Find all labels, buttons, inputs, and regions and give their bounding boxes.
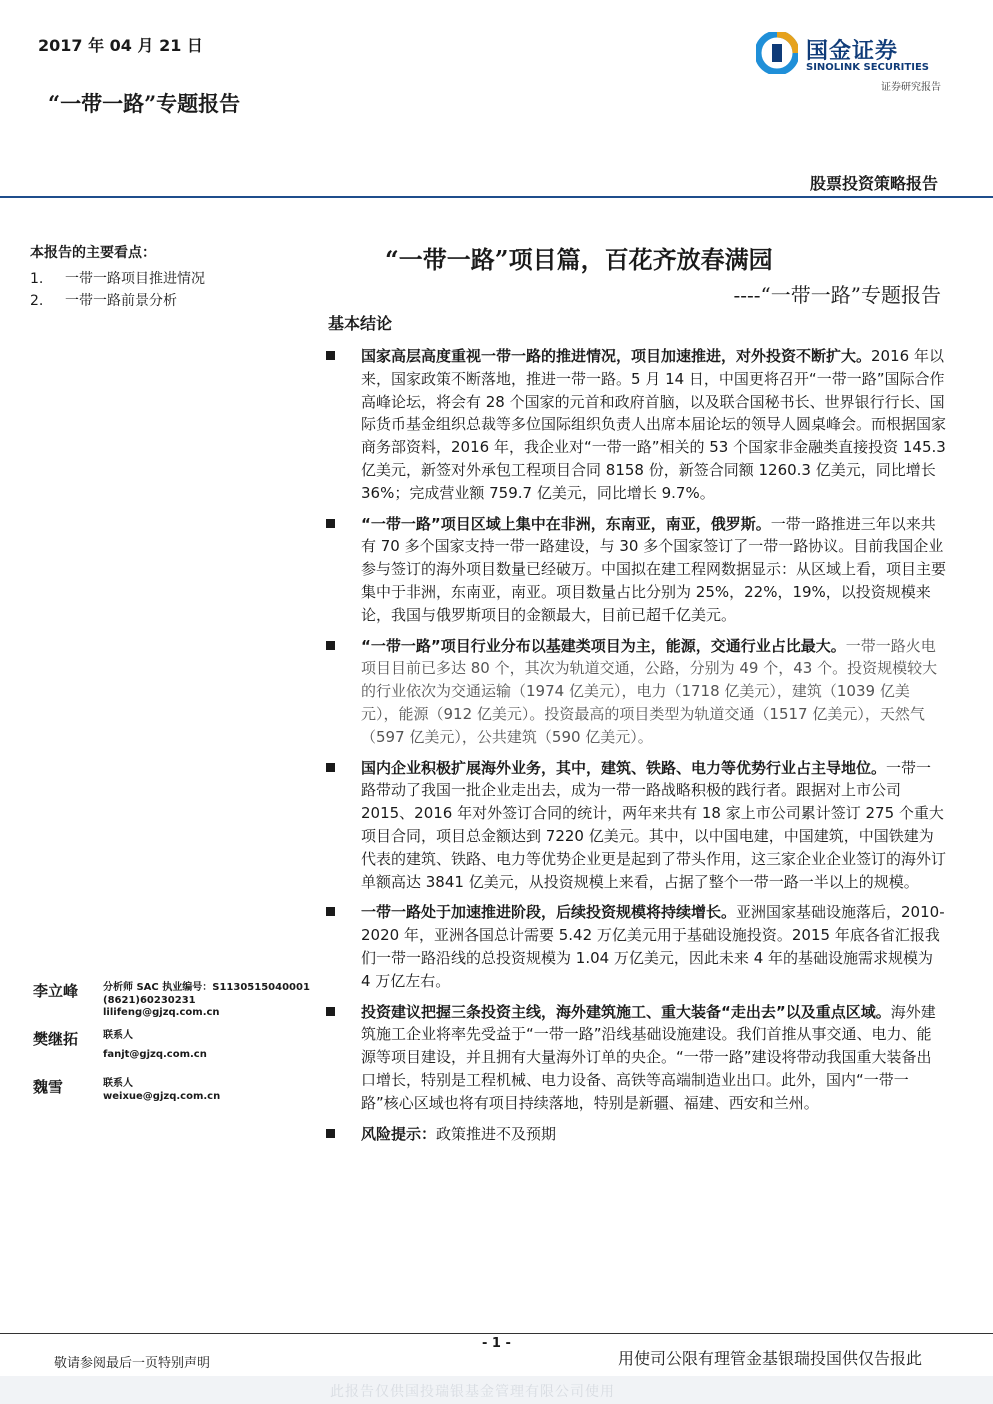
footer-notice: 用使司公限有理管金基银瑞投国供仅告报此 (618, 1349, 923, 1368)
key-points-box (30, 242, 300, 312)
bullet-square-icon (326, 641, 335, 650)
footer-divider (0, 1333, 993, 1334)
analyst-card (33, 1028, 323, 1076)
conclusion-lead: 国家高层高度重视一带一路的推进情况，项目加速推进，对外投资不断扩大。 (361, 347, 872, 365)
bullet-square-icon (326, 907, 335, 916)
series-title: “一带一路”专题报告 (48, 91, 241, 116)
analyst-email[interactable]: lilifeng@gjzq.com.cn (103, 1007, 220, 1018)
page-number: - 1 - (482, 1336, 511, 1351)
analyst-name: 魏雪 (33, 1078, 64, 1096)
conclusion-lead: 一带一路处于加速推进阶段，后续投资规模将持续增长。 (361, 903, 737, 922)
report-type: 股票投资策略报告 (809, 174, 938, 193)
analyst-name: 李立峰 (33, 982, 79, 1000)
conclusion-body: 亚洲国家基础设施落后，2010-2020 年，亚洲各国总计需要 5.42 万亿美元用于基础设施投资。2015 年底各省汇报我们一带一路沿线的总投资规模为 1.04 万亿美元，因此未来 4 年的基础设施需求规模为 4 万亿左右。 (361, 903, 945, 990)
conclusion-lead: 国内企业积极扩展海外业务，其中，建筑、铁路、电力等优势行业占主导地位。 (361, 758, 887, 777)
analyst-name: 樊继拓 (33, 1030, 79, 1048)
key-point-item (30, 268, 300, 290)
key-point-item (30, 290, 300, 312)
conclusion-body: 政策推进不及预期 (436, 1124, 557, 1143)
bullet-square-icon (326, 763, 335, 772)
logo-text-en: SINOLINK SECURITIES (806, 62, 929, 73)
key-points-title: 本报告的主要看点： (30, 245, 156, 261)
key-point-number: 2. (30, 293, 44, 309)
bullet-square-icon (326, 351, 335, 360)
conclusion-item (326, 345, 946, 505)
conclusion-item (326, 635, 946, 749)
conclusion-body: 一带一路火电项目目前已多达 80 个，其次为轨道交通，公路，分别为 49 个，43 个。投资规模较大的行业依次为交通运输（1974 亿美元），电力（1718 亿美元），建筑（1039 亿美元），能源（912 亿美元）。投资最高的项目类型为轨道交通（1517 亿美元），天然气（597 亿美元），公共建筑（590 亿美元）。 (361, 636, 938, 746)
conclusion-body: 一带一路带动了我国一批企业走出去，成为一带一路战略积极的践行者。跟据对上市公司 2015、2016 年对外签订合同的统计，两年来共有 18 家上市公司累计签订 275 个重大项目合同，项目总金额达到 7220 亿美元。其中，以中国电建，中国建筑，中国铁建为代表的建筑、铁路、电力等优势企业更是起到了带头作用，这三家企业企业签订的海外订单额高达 3841 亿美元，从投资规模上来看，占据了整个一带一路一半以上的规模。 (361, 758, 947, 891)
conclusion-item (326, 1123, 946, 1146)
logo-mark-icon (756, 32, 798, 74)
bullet-square-icon (326, 519, 335, 528)
sub-title: ----“一带一路”专题报告 (733, 283, 941, 307)
bullet-square-icon (326, 1129, 335, 1138)
logo-text-cn: 国金证券 (806, 39, 899, 64)
watermark-text: 此报告仅供国投瑞银基金管理有限公司使用 (330, 1384, 615, 1400)
analyst-role: 联系人 (103, 1030, 133, 1041)
footer-disclaimer: 敬请参阅最后一页特别声明 (54, 1356, 211, 1371)
watermark-band (0, 1376, 993, 1404)
conclusion-body: 2016 年以来，国家政策不断落地，推进一带一路。5 月 14 日，中国更将召开“一带一路”国际合作高峰论坛，将会有 28 个国家的元首和政府首脑，以及联合国秘书长、世界银行行长、国际货币基金组织总裁等多位国际组织负责人出席本届论坛的领导人圆桌峰会。而根据国家商务部资料，2016 年，我企业对“一带一路”相关的 53 个国家非金融类直接投资 145.3 亿美元，新签对外承包工程项目合同 8158 份，新签合同额 1260.3 亿美元，同比增长 36%；完成营业额 759.7 亿美元，同比增长 9.7%。 (361, 347, 947, 502)
conclusion-item (326, 513, 946, 627)
company-logo (756, 32, 946, 78)
conclusion-lead: “一带一路”项目行业分布以基建类项目为主，能源，交通行业占比最大。 (361, 636, 846, 655)
report-date: 2017 年 04 月 21 日 (38, 36, 203, 55)
analyst-phone: (8621)60230231 (103, 994, 196, 1006)
analyst-contact (103, 1078, 220, 1103)
key-point-label: 一带一路项目推进情况 (65, 271, 205, 287)
conclusion-lead: “一带一路”项目区域上集中在非洲，东南亚，南亚，俄罗斯。 (361, 514, 771, 533)
conclusion-lead: 投资建议把握三条投资主线，海外建筑施工、重大装备“走出去”以及重点区域。 (361, 1002, 891, 1021)
bullet-square-icon (326, 1007, 335, 1016)
analyst-card (33, 980, 323, 1028)
main-title: “一带一路”项目篇，百花齐放春满园 (385, 245, 773, 274)
analyst-email[interactable]: weixue@gjzq.com.cn (103, 1090, 221, 1102)
analyst-credential: 分析师 SAC 执业编号：S1130515040001 (103, 982, 310, 993)
analyst-list (33, 980, 323, 1116)
conclusion-body: 海外建筑施工企业将率先受益于“一带一路”沿线基础设施建设。我们首推从事交通、电力、能源等项目建设，并且拥有大量海外订单的央企。“一带一路”建设将带动我国重大装备出口增长，特别是工程机械、电力设备、高铁等高端制造业出口。此外，国内“一带一路”核心区域也将有项目持续落地，特别是新疆、福建、西安和兰州。 (361, 1002, 936, 1112)
conclusion-list (326, 345, 946, 1153)
conclusion-lead: 风险提示： (361, 1124, 437, 1143)
conclusion-item (326, 1001, 946, 1115)
header-divider (0, 196, 993, 198)
analyst-email[interactable]: fanjt@gjzq.com.cn (103, 1048, 207, 1060)
section-heading: 基本结论 (328, 314, 393, 333)
analyst-role: 联系人 (103, 1078, 133, 1089)
analyst-contact (103, 1030, 207, 1061)
analyst-card (33, 1076, 323, 1116)
conclusion-body: 一带一路推进三年以来共有 70 多个国家支持一带一路建设，与 30 多个国家签订了一带一路协议。目前我国企业参与签订的海外项目数量已经破万。中国拟在建工程网数据显示：从区域上看，项目主要集中于非洲，东南亚，南亚。项目数量占比分别为 25%，22%，19%，以投资规模来论，我国与俄罗斯项目的金额最大，目前已超千亿美元。 (361, 514, 947, 624)
logo-subtitle: 证券研究报告 (881, 82, 941, 93)
conclusion-item (326, 757, 946, 894)
analyst-contact (103, 982, 310, 1020)
conclusion-item (326, 901, 946, 992)
key-point-label: 一带一路前景分析 (65, 293, 177, 309)
key-point-number: 1. (30, 271, 44, 287)
